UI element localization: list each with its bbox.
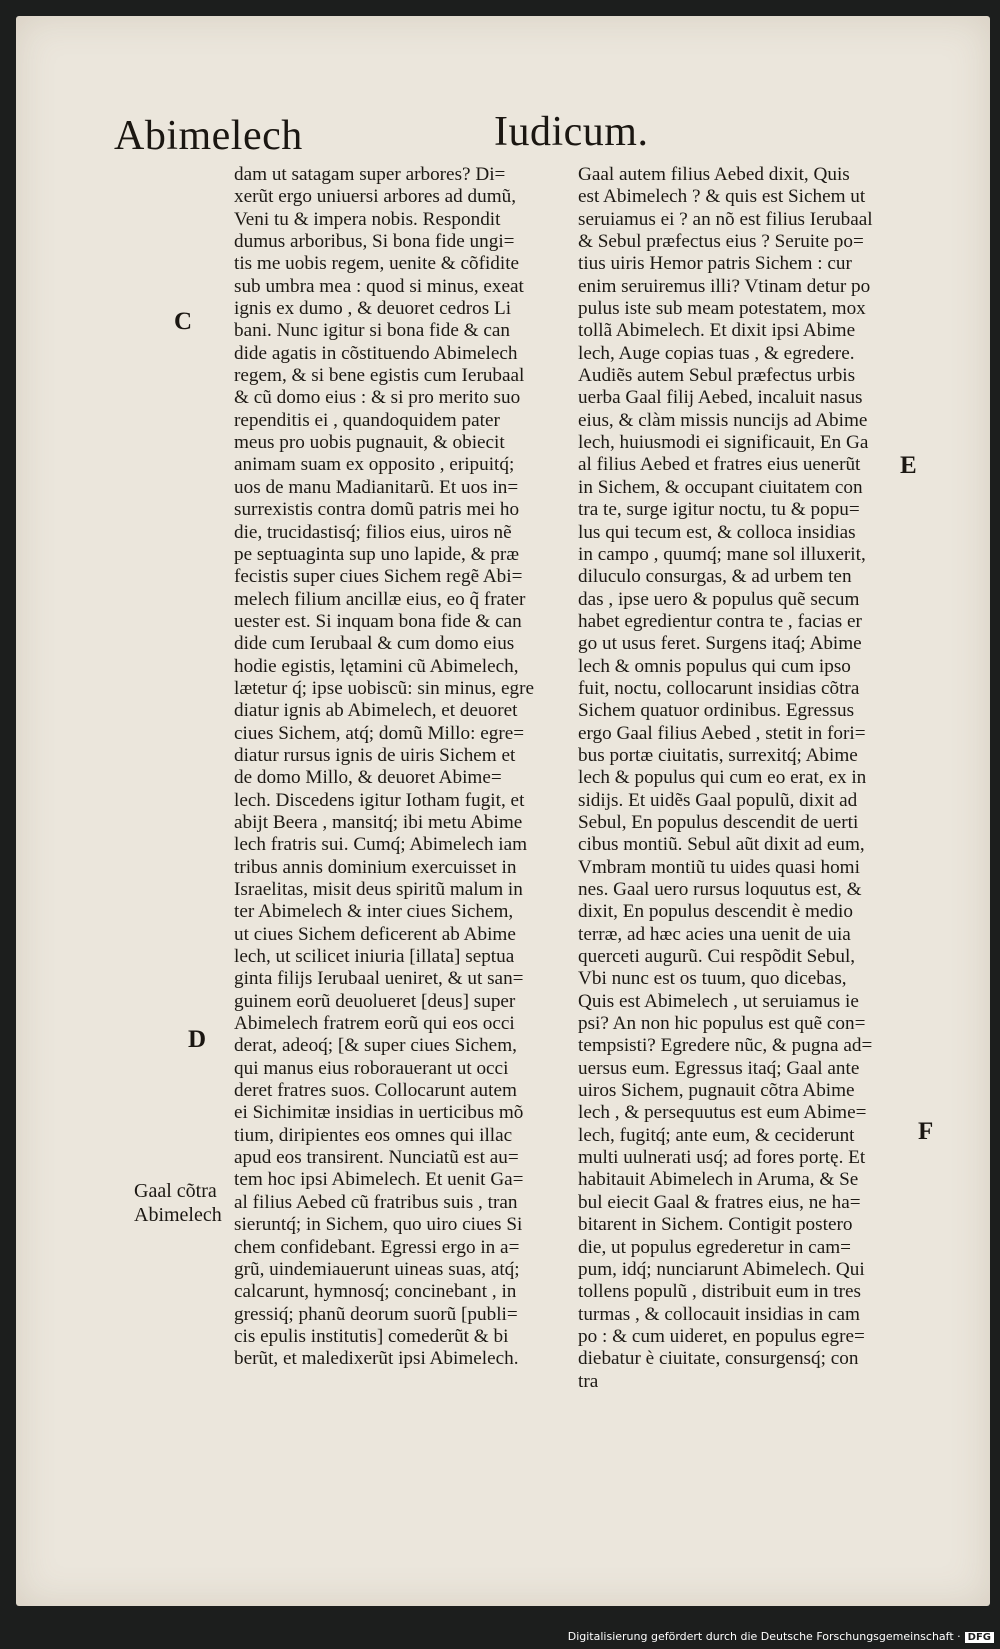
text-line: Vbi nunc est os tuum, quo dicebas,: [578, 968, 847, 990]
text-line: & Sebul præfectus eius ? Seruite po=: [578, 231, 864, 253]
text-line: Gaal autem filius Aebed dixit, Quis: [578, 164, 850, 185]
text-line: lech, Auge copias tuas , & egredere.: [578, 342, 855, 364]
text-line: derat, adeoq́; [& super ciues Sichem,: [234, 1035, 517, 1057]
text-line: Quis est Abimelech , ut seruiamus ie: [578, 990, 859, 1012]
text-line: est Abimelech ? & quis est Sichem ut: [578, 186, 866, 208]
text-line: habitauit Abimelech in Aruma, & Se: [578, 1169, 859, 1191]
text-line: lech, huiusmodi ei significauit, En Ga: [578, 432, 869, 454]
text-line: uester est. Si inquam bona fide & can: [234, 610, 522, 632]
margin-note-line: Gaal cõtra: [134, 1180, 217, 1202]
text-line: habet egredientur contra te , facias er: [578, 610, 862, 632]
text-line: enim seruiremus illi? Vtinam detur po: [578, 275, 871, 297]
text-line: dam ut satagam super arbores? Di=: [234, 164, 506, 185]
text-line: bul eiecit Gaal & fratres eius, ne ha=: [578, 1191, 861, 1213]
text-line: multi uulnerati usq́; ad fores portę. Et: [578, 1147, 866, 1169]
text-line: in Sichem, & occupant ciuitatem con: [578, 476, 863, 498]
text-line: in campo , quumq́; mane sol illuxerit,: [578, 543, 866, 565]
text-line: meus pro uobis pugnauit, & obiecit: [234, 432, 505, 454]
text-line: diluculo consurgas, & ad urbem ten: [578, 566, 852, 588]
text-line: Sebul, En populus descendit de uerti: [578, 811, 859, 833]
text-line: uerba Gaal filij Aebed, incaluit nasus: [578, 387, 863, 409]
text-line: tempsisti? Egredere nũc, & pugna ad=: [578, 1035, 873, 1057]
text-line: lech, fugitq́; ante eum, & ceciderunt: [578, 1124, 855, 1146]
text-line: uos de manu Madianitarũ. Et uos in=: [234, 476, 519, 498]
text-line: ter Abimelech & inter ciues Sichem,: [234, 901, 514, 923]
text-line: lech, ut scilicet iniuria [illata] septua: [234, 946, 515, 968]
text-line: sieruntq́; in Sichem, quo uiro ciues Si: [234, 1214, 523, 1236]
text-line: tium, diripientes eos omnes qui illac: [234, 1124, 513, 1146]
text-line: al filius Aebed et fratres eius uenerũt: [578, 454, 861, 476]
text-line: berũt, et maledixerũt ipsi Abimelech.: [234, 1348, 519, 1370]
text-line: cibus montiũ. Sebul aũt dixit ad eum,: [578, 834, 865, 856]
text-line: diebatur è ciuitate, consurgensq́; con: [578, 1348, 859, 1370]
text-line: ginta filijs Ierubaal ueniret, & ut san=: [234, 968, 524, 990]
text-line: das , ipse uero & populus quẽ secum: [578, 588, 860, 610]
text-line: lech fratris sui. Cumq́; Abimelech iam: [234, 834, 528, 856]
text-line: grũ, uindemiauerunt uineas suas, atq́;: [234, 1258, 520, 1280]
credit-text: Digitalisierung gefördert durch die Deutsche Forschungsgemeinschaft ·: [567, 1630, 961, 1643]
text-line: go ut usus feret. Surgens itaq́; Abime: [578, 633, 862, 655]
text-line: calcarunt, hymnosq́; concinebant , in: [234, 1281, 517, 1303]
text-line: ignis ex dumo , & deuoret cedros Li: [234, 298, 512, 320]
text-line: ei Sichimitæ insidias in uerticibus mõ: [234, 1102, 524, 1124]
text-line: ut ciues Sichem deficerent ab Abime: [234, 923, 516, 945]
text-line: po : & cum uideret, en populus egre=: [578, 1325, 865, 1347]
section-marker-d: D: [188, 1026, 207, 1053]
text-line: pulus iste sub meam potestatem, mox: [578, 298, 866, 320]
margin-note-line: Abimelech: [134, 1204, 222, 1226]
text-line: tollens populũ , distribuit eum in tres: [578, 1281, 861, 1303]
text-line: querceti augurũ. Cui respõdit Sebul,: [578, 946, 856, 968]
text-line: diatur rursus ignis de uiris Sichem et: [234, 744, 516, 766]
text-line: tius uiris Hemor patris Sichem : cur: [578, 253, 852, 275]
text-line: tem hoc ipsi Abimelech. Et uenit Ga=: [234, 1169, 524, 1191]
text-line: dixit, En populus descendit è medio: [578, 901, 853, 923]
text-line: cis epulis institutis] comederũt & bi: [234, 1325, 509, 1347]
text-line: de domo Millo, & deuoret Abime=: [234, 767, 502, 789]
text-line: turmas , & collocauit insidias in cam: [578, 1303, 860, 1325]
text-line: ergo Gaal filius Aebed , stetit in fori=: [578, 722, 866, 744]
text-line: dide agatis in cõstituendo Abimelech: [234, 342, 518, 364]
text-line: tra: [578, 1370, 599, 1392]
text-line: qui manus eius roborauerant ut occi: [234, 1057, 509, 1079]
text-line: bus portæ ciuitatis, surrexitq́; Abime: [578, 744, 858, 766]
text-line: tra te, surge igitur noctu, tu & popu=: [578, 499, 860, 521]
text-line: seruiamus ei ? an nõ est filius Ierubaal: [578, 208, 873, 230]
text-line: surrexistis contra domũ patris mei ho: [234, 499, 520, 521]
text-line: Abimelech fratrem eorũ qui eos occi: [234, 1013, 515, 1035]
right-column: [578, 164, 930, 1393]
text-line: nes. Gaal uero rursus loquutus est, &: [578, 879, 862, 900]
digitization-credit: [568, 1630, 994, 1643]
text-line: al filius Aebed cũ fratribus suis , tran: [234, 1191, 518, 1213]
text-line: die, trucidastisq́; filios eius, uiros nẽ: [234, 521, 512, 543]
section-marker-e: E: [900, 452, 917, 479]
book-page: [16, 16, 990, 1606]
text-line: melech filium ancillæ eius, eo q̃ frater: [234, 588, 526, 610]
text-line: tollã Abimelech. Et dixit ipsi Abime: [578, 320, 856, 342]
text-line: Veni tu & impera nobis. Respondit: [234, 208, 501, 230]
text-line: eius, & clàm missis nuncijs ad Abime: [578, 409, 868, 431]
running-head-left: Abimelech: [114, 113, 303, 159]
running-head-center: Iudicum.: [494, 109, 649, 155]
left-column: [234, 164, 586, 1371]
text-line: sub umbra mea : quod si minus, exeat: [234, 275, 524, 297]
text-line: uersus eum. Egressus itaq́; Gaal ante: [578, 1057, 860, 1079]
text-line: Audiẽs autem Sebul præfectus urbis: [578, 365, 856, 387]
text-line: tribus annis dominium exercuisset in: [234, 856, 517, 878]
margin-note: [134, 1179, 222, 1227]
text-line: lech , & persequutus est eum Abime=: [578, 1102, 867, 1124]
text-line: ciues Sichem, atq́; domũ Millo: egre=: [234, 722, 525, 744]
section-marker-f: F: [918, 1118, 934, 1145]
text-line: & cũ domo eius : & si pro merito suo: [234, 387, 521, 409]
text-line: guinem eorũ deuolueret [deus] super: [234, 990, 516, 1012]
text-line: Israelitas, misit deus spiritũ malum in: [234, 879, 523, 900]
text-line: chem confidebant. Egressi ergo in a=: [234, 1236, 520, 1258]
text-line: xerũt ergo uniuersi arbores ad dumũ,: [234, 186, 517, 208]
section-marker-c: C: [174, 308, 193, 335]
text-line: lech. Discedens igitur Iotham fugit, et: [234, 789, 525, 811]
text-line: animam suam ex opposito , eripuitq́;: [234, 454, 515, 476]
text-line: hodie egistis, lętamini cũ Abimelech,: [234, 655, 519, 677]
text-line: regem, & si bene egistis cum Ierubaal: [234, 365, 525, 387]
text-line: tis me uobis regem, uenite & cõfidite: [234, 253, 520, 275]
text-line: lus qui tecum est, & colloca insidias: [578, 521, 856, 543]
text-line: dumus arboribus, Si bona fide ungi=: [234, 231, 515, 253]
text-line: apud eos transirent. Nunciatũ est au=: [234, 1147, 519, 1169]
text-line: gressiq́; phanũ deorum suorũ [publi=: [234, 1303, 518, 1325]
text-line: uiros Sichem, pugnauit cõtra Abime: [578, 1080, 855, 1102]
text-line: diatur ignis ab Abimelech, et deuoret: [234, 700, 518, 722]
text-line: bitarent in Sichem. Contigit postero: [578, 1214, 853, 1236]
text-line: psi? An non hic populus est quẽ con=: [578, 1013, 866, 1035]
text-line: bani. Nunc igitur si bona fide & can: [234, 320, 511, 342]
text-line: terræ, ad hæc acies una uenit de uia: [578, 923, 851, 945]
text-line: pe septuaginta sup uno lapide, & præ: [234, 543, 520, 565]
text-line: abijt Beera , mansitq́; ibi metu Abime: [234, 811, 523, 833]
dfg-logo: DFG: [965, 1632, 994, 1643]
text-line: Sichem quatuor ordinibus. Egressus: [578, 700, 855, 722]
text-line: dide cum Ierubaal & cum domo eius: [234, 633, 515, 655]
text-line: Vmbram montiũ tu uides quasi homi: [578, 856, 860, 878]
text-line: sidijs. Et uidẽs Gaal populũ, dixit ad: [578, 789, 858, 811]
text-line: fuit, noctu, collocarunt insidias cõtra: [578, 677, 860, 699]
text-line: deret fratres suos. Collocarunt autem: [234, 1080, 517, 1102]
text-line: rependitis ei , quandoquidem pater: [234, 409, 500, 431]
text-line: lech & populus qui cum eo erat, ex in: [578, 767, 867, 789]
text-line: lætetur q́; ipse uobiscũ: sin minus, egre: [234, 677, 535, 699]
text-line: fecistis super ciues Sichem regẽ Abi=: [234, 566, 523, 588]
text-line: pum, idq́; nunciarunt Abimelech. Qui: [578, 1258, 865, 1280]
text-line: die, ut populus egrederetur in cam=: [578, 1236, 851, 1258]
text-line: lech & omnis populus qui cum ipso: [578, 655, 851, 677]
